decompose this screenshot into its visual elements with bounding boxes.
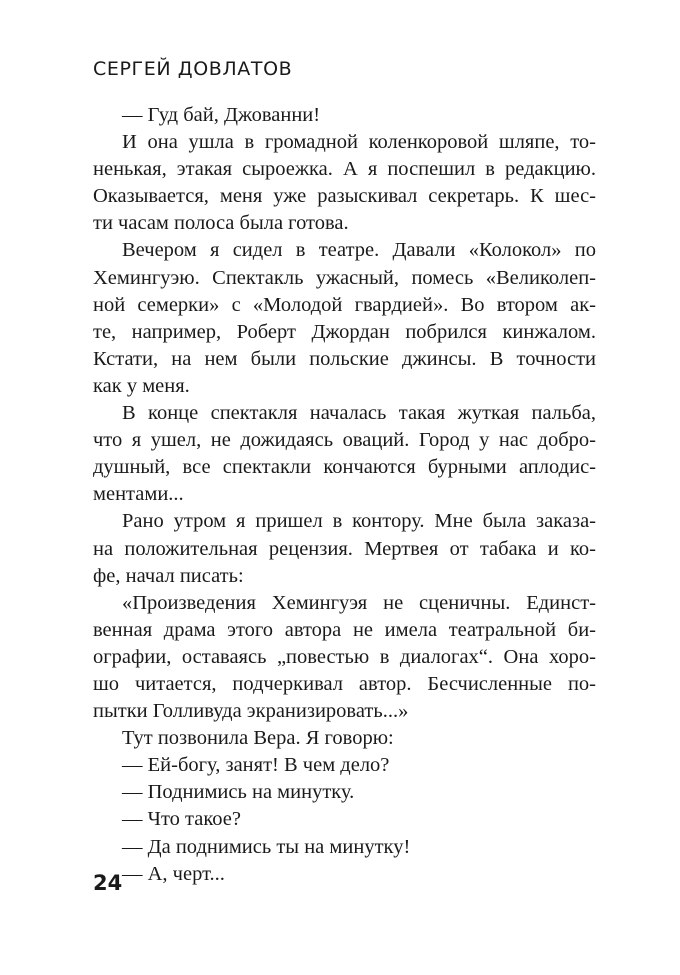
text-line: пытки Голливуда экранизировать...» xyxy=(93,700,409,723)
text-line: «Произведения Хемингуэя не сценичны. Единст- xyxy=(122,591,596,614)
text-line: что я ушел, не дожидаясь оваций. Город у нас добро- xyxy=(93,429,596,452)
text-line: душный, все спектакли кончаются бурными аплодис- xyxy=(93,456,596,479)
text-line: шо читается, подчеркивал автор. Бесчисленные по- xyxy=(93,672,596,695)
text-line: как у меня. xyxy=(93,374,190,397)
text-line: ти часам полоса была готова. xyxy=(93,212,349,235)
dialogue-line: — А, черт... xyxy=(122,862,225,885)
text-line: ной семерки» с «Молодой гвардией». Во втором ак- xyxy=(93,293,596,316)
text-line: Рано утром я пришел в контору. Мне была заказа- xyxy=(122,510,596,533)
text-line: те, например, Роберт Джордан побрился кинжалом. xyxy=(93,320,596,343)
text-line: Оказывается, меня уже разыскивал секретарь. К шес- xyxy=(93,185,596,208)
text-line: Кстати, на нем были польские джинсы. В точности xyxy=(93,347,596,370)
text-line: ментами... xyxy=(93,483,184,506)
running-head-author: СЕРГЕЙ ДОВЛАТОВ xyxy=(93,58,293,80)
text-line: В конце спектакля началась такая жуткая пальба, xyxy=(122,402,596,425)
text-line: венная драма этого автора не имела театральной би- xyxy=(93,618,596,641)
dialogue-line: — Что такое? xyxy=(122,808,241,831)
text-line: ненькая, этакая сыроежка. А я поспешил в редакцию. xyxy=(93,158,596,181)
dialogue-line: — Поднимись на минутку. xyxy=(122,781,355,804)
text-line: Тут позвонила Вера. Я говорю: xyxy=(122,727,394,750)
text-line: И она ушла в громадной коленкоровой шляпе, то- xyxy=(122,131,596,154)
dialogue-line: — Ей-богу, занят! В чем дело? xyxy=(122,754,390,777)
text-line: — Гуд бай, Джованни! xyxy=(122,104,321,126)
dialogue-line: — Да поднимись ты на минутку! xyxy=(122,835,411,858)
text-line: на положительная рецензия. Мертвея от табака и ко- xyxy=(93,537,596,560)
page-number: 24 xyxy=(93,871,123,895)
text-line: фе, начал писать: xyxy=(93,564,244,587)
text-line: Вечером я сидел в театре. Давали «Колокол» по xyxy=(122,239,596,262)
text-line: Хемингуэю. Спектакль ужасный, помесь «Великолеп- xyxy=(93,266,596,289)
text-line: ографии, оставаясь „повестью в диалогах“. Она хоро- xyxy=(93,645,596,668)
body-text xyxy=(93,102,596,888)
